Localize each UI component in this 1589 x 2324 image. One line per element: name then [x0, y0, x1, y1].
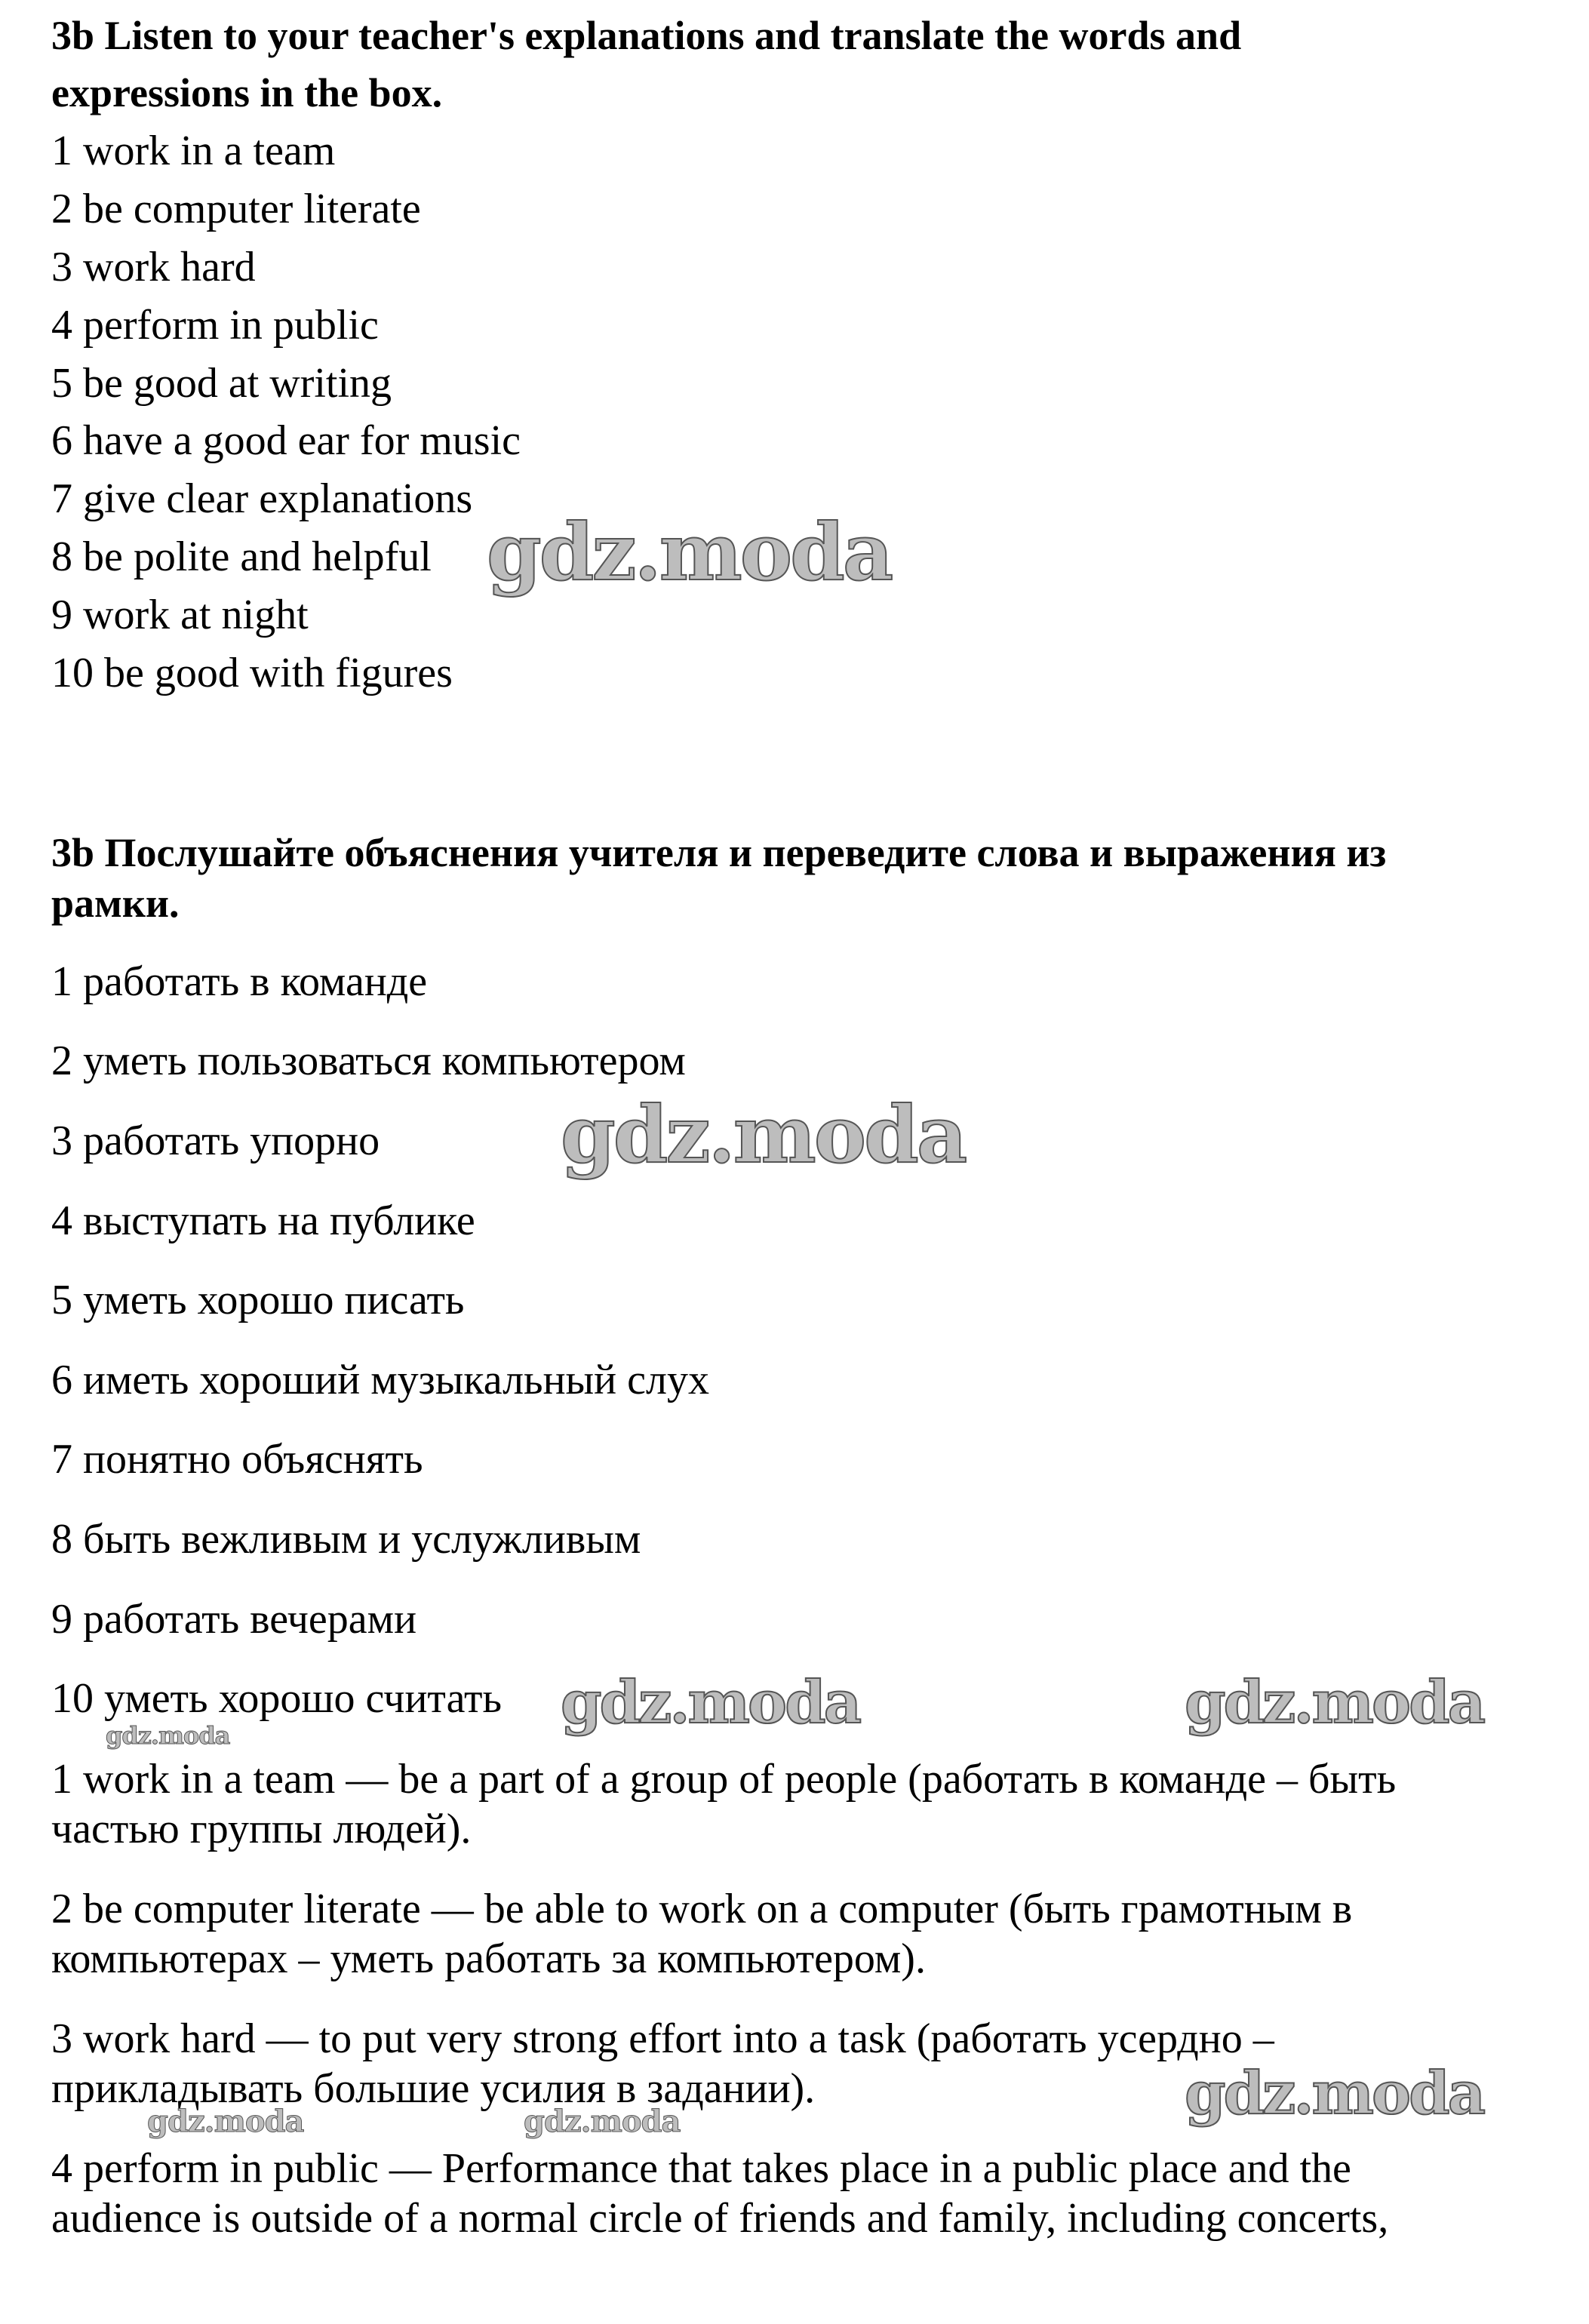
list-item: 6 have a good ear for music	[51, 417, 521, 464]
exercise-title: рамки.	[51, 881, 180, 926]
watermark: gdz.moda	[1185, 1668, 1484, 1737]
list-item: 8 be polite and helpful	[51, 533, 432, 580]
answer-line: частью группы людей).	[51, 1806, 472, 1852]
watermark: gdz.moda	[147, 2104, 304, 2139]
answer-line: 4 perform in public — Performance that takes place in a public place and the	[51, 2145, 1351, 2192]
answer-line: 2 be computer literate — be able to work on a computer (быть грамотным в	[51, 1886, 1353, 1932]
list-item: 7 give clear explanations	[51, 475, 473, 522]
list-item: 9 work at night	[51, 592, 309, 638]
list-item: 2 уметь пользоваться компьютером	[51, 1038, 686, 1084]
list-item: 5 уметь хорошо писать	[51, 1277, 465, 1323]
watermark: gdz.moda	[1185, 2059, 1484, 2128]
list-item: 8 быть вежливым и услужливым	[51, 1516, 641, 1563]
list-item: 1 work in a team	[51, 128, 336, 174]
watermark: gdz.moda	[106, 1721, 230, 1750]
watermark: gdz.moda	[561, 1088, 966, 1181]
exercise-title: 3b Послушайте объяснения учителя и переведите слова и выражения из	[51, 830, 1387, 875]
list-item: 10 be good with figures	[51, 650, 453, 696]
answer-line: audience is outside of a normal circle of friends and family, including concerts,	[51, 2195, 1389, 2242]
list-item: 5 be good at writing	[51, 360, 392, 407]
list-item: 3 работать упорно	[51, 1117, 380, 1164]
answer-line: компьютерах – уметь работать за компьютером).	[51, 1935, 926, 1982]
list-item: 9 работать вечерами	[51, 1596, 417, 1643]
list-item: 6 иметь хороший музыкальный слух	[51, 1357, 709, 1403]
exercise-title: expressions in the box.	[51, 70, 443, 115]
list-item: 4 выступать на публике	[51, 1197, 475, 1244]
list-item: 2 be computer literate	[51, 186, 421, 232]
watermark: gdz.moda	[561, 1668, 860, 1737]
list-item: 4 perform in public	[51, 302, 379, 349]
answer-line: 1 work in a team — be a part of a group of people (работать в команде – быть	[51, 1756, 1397, 1803]
watermark: gdz.moda	[487, 506, 892, 598]
answer-line: 3 work hard — to put very strong effort into a task (работать усердно –	[51, 2015, 1274, 2062]
list-item: 10 уметь хорошо считать	[51, 1675, 502, 1722]
list-item: 7 понятно объяснять	[51, 1436, 423, 1483]
list-item: 1 работать в команде	[51, 958, 428, 1005]
watermark: gdz.moda	[524, 2104, 681, 2139]
list-item: 3 work hard	[51, 244, 256, 290]
answer-line: прикладывать большие усилия в задании).	[51, 2065, 816, 2112]
exercise-title: 3b Listen to your teacher's explanations and translate the words and	[51, 13, 1242, 58]
